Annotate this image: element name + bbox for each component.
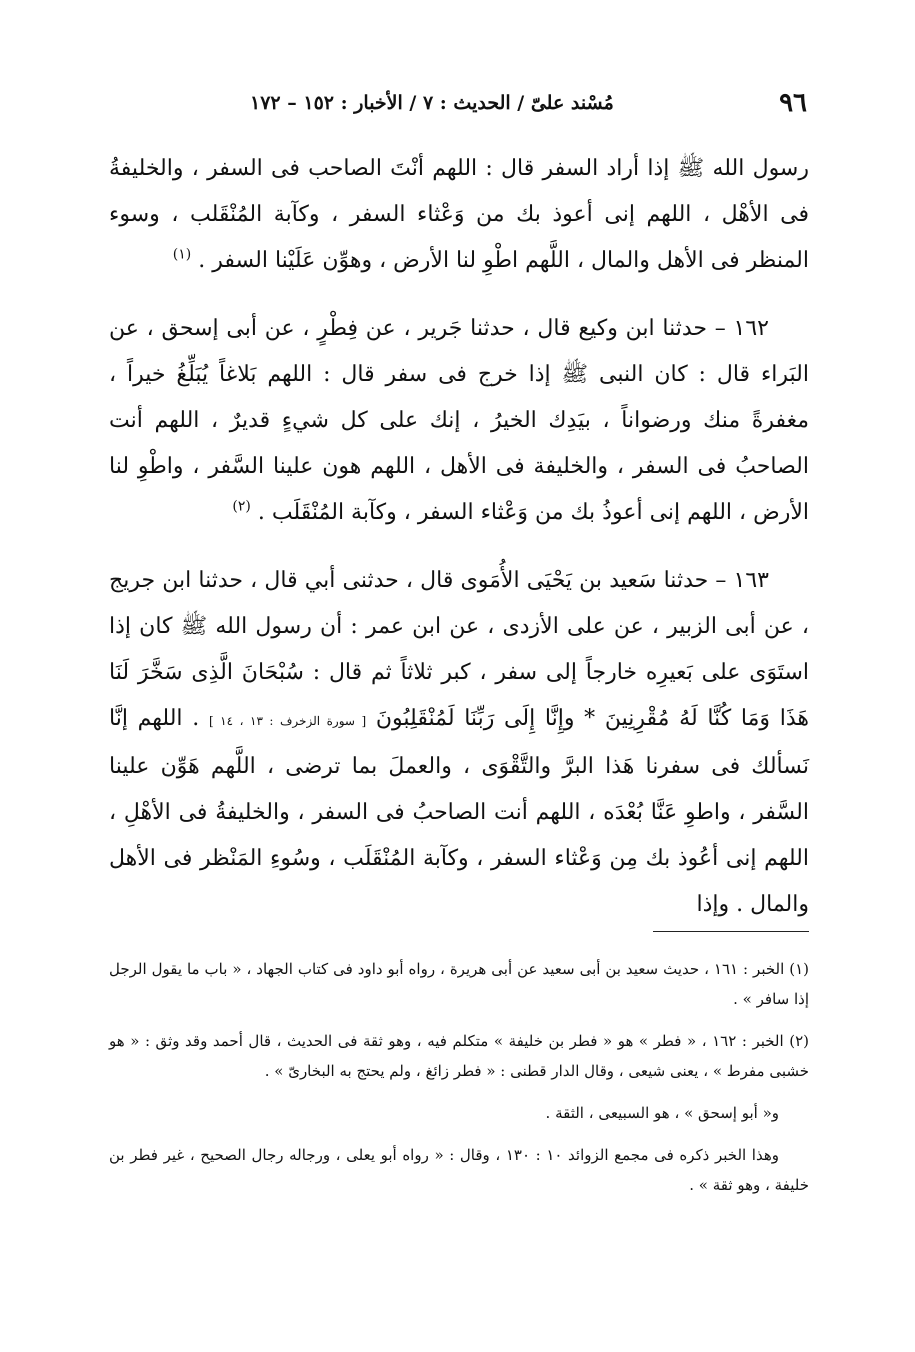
paragraph-text: ١٦٢ – حدثنا ابن وكيع قال ، حدثنا جَرير ، عن فِطْرٍ ، عن أبى إسحق ، عن البَراء قال : كان النبى ﷺ إذا خرج فى سفر قال : اللهم بَلاغاً يُبَلِّغُ خيراً ، مغفرةً منك ورضواناً ، بيَدِك الخيرُ ، إنك على كل شيءٍ قديرٌ ، اللهم أنت الصاحبُ فى السفر ، والخليفة فى الأهل ، اللهم هون علينا السَّفر ، واطْوِ لنا الأرض ، اللهم إنى أعوذُ بك من وَعْثاء السفر ، وكآبة المُنْقَلَب .: [109, 316, 809, 525]
paragraph-hadith-163: [109, 558, 809, 928]
main-text: [109, 146, 809, 928]
footnote-1: (١) الخبر : ١٦١ ، حديث سعيد بن أبى سعيد عن أبى هريرة ، رواه أبو داود فى كتاب الجهاد ، « باب ما يقول الرجل إذا سافر » .: [109, 960, 810, 1008]
quran-citation: [ سورة الزخرف : ١٣ ، ١٤ ]: [208, 714, 367, 728]
footnote-2-note: و« أبو إسحق » ، هو السبيعى ، الثقة .: [545, 1104, 779, 1122]
footnotes: [109, 954, 809, 1200]
running-head: مُسْند علىّ / الحديث : ٧ / الأخبار : ١٥٢ – ١٧٢: [250, 92, 614, 114]
footnote-ref-1: (١): [172, 246, 192, 263]
paragraph-hadith-162: [109, 306, 809, 536]
page-number: ٩٦: [779, 88, 807, 118]
footnote-2-source: وهذا الخبر ذكره فى مجمع الزوائد ١٠ : ١٣٠ ، وقال : « رواه أبو يعلى ، ورجاله رجال الصحيح ، غير فطر بن خليفة ، وهو ثقة » .: [109, 1146, 809, 1194]
page-header: [250, 86, 807, 120]
footnote-separator: [653, 931, 809, 932]
paragraph-text: رسول الله ﷺ إذا أراد السفر قال : اللهم أنْتَ الصاحب فى السفر ، والخليفةُ فى الأهْل ، اللهم إنى أعوذ بك من وَعْثاء السفر ، وكآبة المُنْقَلب ، وسوء المنظر فى الأهل والمال ، اللَّهم اطْوِ لنا الأرض ، وهوِّن عَلَيْنا السفر .: [109, 156, 809, 273]
footnote-2: (٢) الخبر : ١٦٢ ، « فطر » هو « فطر بن خليفة » متكلم فيه ، وهو ثقة فى الحديث ، قال أحمد وقد وثق : « هو خشبى مفرط » ، يعنى شيعى ، وقال الدار قطنى : « فطر زائغ ، ولم يحتج به البخارىّ » .: [109, 1032, 809, 1080]
paragraph-text: . اللهم إنَّا نَسألك فى سفرنا هَذا البرَّ والتَّقْوَى ، والعملَ بما ترضى ، اللَّهم هَوِّن علينا السَّفر ، واطوِ عَنَّا بُعْدَه ، اللهم أنت الصاحبُ فى السفر ، والخليفةُ فى الأهْلِ ، اللهم إنى أعُوذ بك مِن وَعْثاء السفر ، وكآبة المُنْقَلَب ، وسُوءِ المَنْظر فى الأهل والمال . وإذا: [109, 706, 809, 917]
paragraph-continuation: [109, 146, 809, 284]
paragraph-text: ١٦٣ – حدثنا سَعيد بن يَحْيَى الأُمَوى قال ، حدثنى أبي قال ، حدثنا ابن جريج ، عن أبى الزبير ، عن على الأزدى ، عن ابن عمر : أن رسول الله ﷺ كان إذا استَوَى على بَعيرِه خارجاً إلى سفر ، كبر ثلاثاً ثم قال : سُبْحَانَ الَّذِى سَخَّرَ لَنَا هَذَا وَمَا كُنَّا لَهُ مُقْرِنِينَ * وإِنَّا إِلَى رَبِّنَا لَمُنْقَلِبُونَ: [109, 568, 809, 731]
footnote-ref-2: (٢): [232, 498, 251, 515]
